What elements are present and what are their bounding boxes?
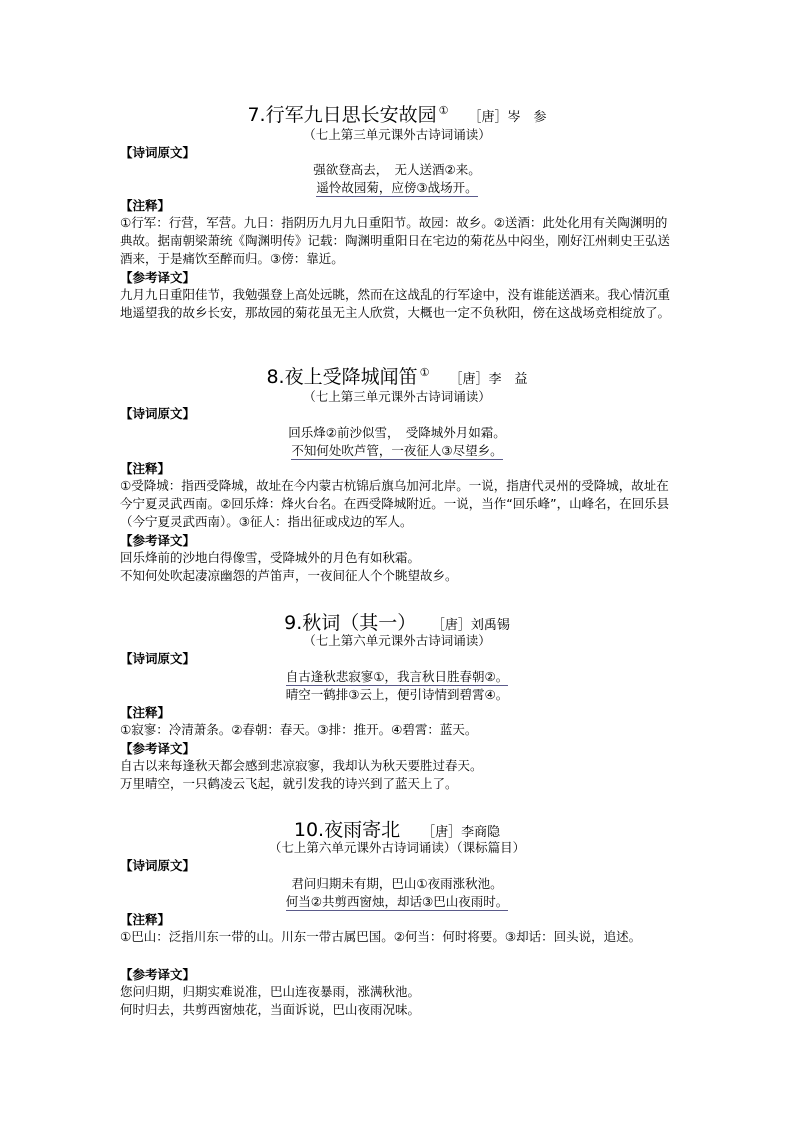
verse-line (0, 179, 794, 196)
notes-text (120, 214, 676, 268)
translation-paragraph: 何时归去，共剪西窗烛花，当面诉说，巴山夜雨况味。 (120, 1002, 421, 1017)
translation-text (120, 549, 676, 585)
poem-title: 秋词（其一） (302, 612, 417, 634)
section-label-original: 【诗词原文】 (120, 406, 196, 421)
poem-title: 行军九日思长安故园 (265, 104, 437, 126)
poem-title-line (0, 100, 794, 129)
poem-title: 夜雨寄北 (324, 819, 401, 841)
verse-text: 强欲登高去， 无人送酒②来。 (313, 162, 481, 177)
notes-text (120, 477, 676, 531)
poem-author: ［唐］岑 参 (468, 110, 547, 125)
poem-number: 8. (266, 366, 285, 388)
verse-text: 遥怜故园菊，应傍③战场开。 (316, 180, 478, 195)
title-note-mark: ① (438, 104, 449, 117)
verse-text: 自古逢秋悲寂寥①，我言秋日胜春朝②。 (285, 669, 509, 684)
translation-paragraph: 自古以来每逢秋天都会感到悲凉寂寥，我却认为秋天要胜过春天。 (120, 758, 483, 773)
notes-paragraph: ①巴山：泛指川东一带的山。川东一带古属巴国。②何当：何时将要。③却话：回头说，追述。 (120, 929, 642, 944)
translation-text (120, 286, 676, 322)
poem-number: 7. (247, 104, 266, 126)
poem-number: 9. (284, 612, 303, 634)
notes-paragraph: ①受降城：指西受降城，故址在今内蒙古杭锦后旗乌加河北岸。一说，指唐代灵州的受降城，故址在今宁夏灵武西南。②回乐烽：烽火台名。在西受降城附近。一说，当作“回乐峰”，山峰名，在回乐县（今宁夏灵武西南）。③征人：指出征或戍边的军人。 (120, 478, 670, 529)
poem-number: 10. (293, 819, 325, 841)
translation-paragraph: 您问归期，归期实难说准，巴山连夜暴雨，涨满秋池。 (120, 984, 421, 999)
verse-line (0, 442, 794, 459)
translation-text (120, 983, 676, 1019)
section-label-original: 【诗词原文】 (120, 858, 196, 873)
verse-line (0, 668, 794, 685)
notes-paragraph: ①行军：行营，军营。九日：指阴历九月九日重阳节。故园：故乡。②送酒：此处化用有关陶渊明的典故。据南朝梁萧统《陶渊明传》记载：陶渊明重阳日在宅边的菊花丛中闷坐，刚好江州刺史王弘送酒来，于是痛饮至醉而归。③傍：靠近。 (120, 215, 671, 266)
section-label-translation: 【参考译文】 (120, 967, 196, 982)
verse-line (0, 424, 794, 441)
translation-text (120, 757, 676, 793)
section-label-notes: 【注释】 (120, 912, 171, 927)
verse-text: 何当②共剪西窗烛，却话③巴山夜雨时。 (285, 894, 509, 909)
translation-paragraph: 九月九日重阳佳节，我勉强登上高处远眺，然而在这战乱的行军途中，没有谁能送酒来。我心情沉重地遥望我的故乡长安，那故园的菊花虽无主人欣赏，大概也一定不负秋阳，傍在这战场竞相绽放了。 (120, 287, 671, 320)
poem-source: （七上第六单元课外古诗词诵读）（课标篇目） (268, 840, 526, 855)
verse-text: 君问归期未有期，巴山①夜雨涨秋池。 (291, 876, 503, 891)
verse-text: 回乐烽②前沙似雪， 受降城外月如霜。 (288, 425, 506, 440)
verse-line (0, 893, 794, 910)
section-label-notes: 【注释】 (120, 198, 171, 213)
verse-text: 不知何处吹芦管，一夜征人③尽望乡。 (291, 443, 503, 458)
section-label-original: 【诗词原文】 (120, 651, 196, 666)
poem-author: ［唐］李 益 (449, 372, 528, 387)
poem-author: ［唐］刘禹锡 (438, 618, 510, 633)
poem-title: 夜上受降城闻笛 (284, 366, 418, 388)
section-label-translation: 【参考译文】 (120, 270, 196, 285)
poem-source: （七上第六单元课外古诗词诵读） (303, 633, 491, 648)
poem-author: ［唐］李商隐 (422, 825, 501, 840)
title-note-mark: ① (419, 366, 430, 379)
poem-source: （七上第三单元课外古诗词诵读） (303, 389, 491, 404)
section-label-original: 【诗词原文】 (120, 145, 196, 160)
translation-paragraph: 不知何处吹起凄凉幽怨的芦笛声，一夜间征人个个眺望故乡。 (120, 568, 458, 583)
section-label-translation: 【参考译文】 (120, 741, 196, 756)
notes-text (120, 928, 676, 946)
verse-text: 晴空一鹤排③云上，便引诗情到碧霄④。 (285, 687, 509, 702)
section-label-notes: 【注释】 (120, 705, 171, 720)
verse-line (0, 686, 794, 703)
verse-line (0, 161, 794, 178)
verse-line (0, 875, 794, 892)
translation-paragraph: 回乐烽前的沙地白得像雪，受降城外的月色有如秋霜。 (120, 550, 421, 565)
poem-title-line (0, 362, 794, 391)
section-label-translation: 【参考译文】 (120, 533, 196, 548)
notes-text (120, 721, 676, 739)
section-label-notes: 【注释】 (120, 461, 171, 476)
translation-paragraph: 万里晴空，一只鹤凌云飞起，就引发我的诗兴到了蓝天上了。 (120, 776, 458, 791)
notes-paragraph: ①寂寥：冷清萧条。②春朝：春天。③排：推开。④碧霄：蓝天。 (120, 722, 478, 737)
poem-source: （七上第三单元课外古诗词诵读） (303, 127, 491, 142)
